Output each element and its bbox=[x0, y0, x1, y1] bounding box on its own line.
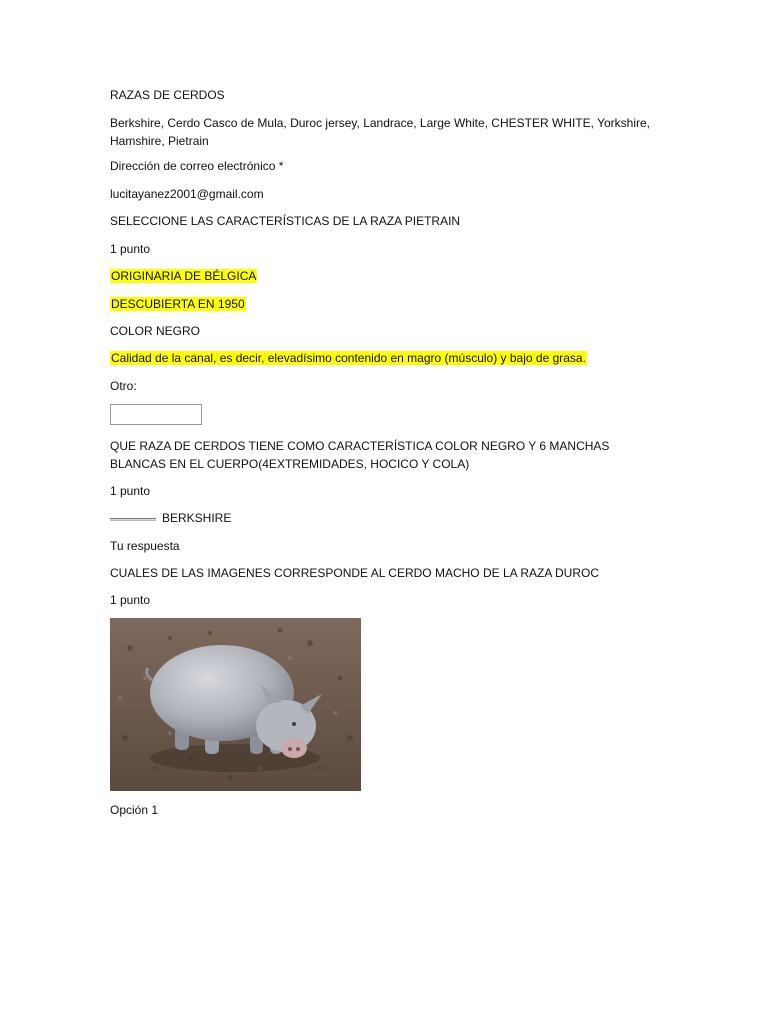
answer-line bbox=[110, 518, 156, 521]
other-input[interactable] bbox=[110, 404, 202, 425]
answer-berkshire: BERKSHIRE bbox=[162, 511, 232, 525]
question2-text: QUE RAZA DE CERDOS TIENE COMO CARACTERÍSTICA COLOR NEGRO Y 6 MANCHAS BLANCAS EN EL CUERPO(4EXTREMIDADES, HOCICO Y COLA) bbox=[110, 439, 610, 471]
option-calidad-canal-label: Calidad de la canal, es decir, elevadísimo contenido en magro (músculo) y bajo de grasa. bbox=[111, 351, 586, 365]
breeds-list: Berkshire, Cerdo Casco de Mula, Duroc jersey, Landrace, Large White, CHESTER WHITE, Yorkshire, Hamshire, Pietrain bbox=[110, 116, 650, 148]
option-1950-label: DESCUBIERTA EN 1950 bbox=[111, 297, 245, 311]
answer-placeholder[interactable]: Tu respuesta bbox=[110, 539, 180, 553]
document-title: RAZAS DE CERDOS bbox=[110, 88, 225, 102]
question1-points: 1 punto bbox=[110, 242, 151, 256]
email-label: Dirección de correo electrónico * bbox=[110, 159, 284, 173]
question2-points: 1 punto bbox=[110, 484, 151, 498]
question3-text: CUALES DE LAS IMAGENES CORRESPONDE AL CERDO MACHO DE LA RAZA DUROC bbox=[110, 566, 599, 580]
option-color-negro-label: COLOR NEGRO bbox=[110, 324, 201, 338]
pig-photo[interactable] bbox=[110, 618, 361, 791]
email-value: lucitayanez2001@gmail.com bbox=[110, 187, 264, 201]
option-belgica[interactable] bbox=[110, 267, 257, 285]
option-calidad-canal[interactable] bbox=[110, 349, 587, 367]
option-belgica-label: ORIGINARIA DE BÉLGICA bbox=[111, 269, 257, 283]
option-1950[interactable] bbox=[110, 295, 246, 313]
other-label: Otro: bbox=[110, 379, 137, 393]
option1-label: Opción 1 bbox=[110, 803, 159, 817]
option-color-negro[interactable] bbox=[110, 322, 200, 340]
question3-points: 1 punto bbox=[110, 593, 151, 607]
question1-text: SELECCIONE LAS CARACTERÍSTICAS DE LA RAZA PIETRAIN bbox=[110, 214, 461, 228]
